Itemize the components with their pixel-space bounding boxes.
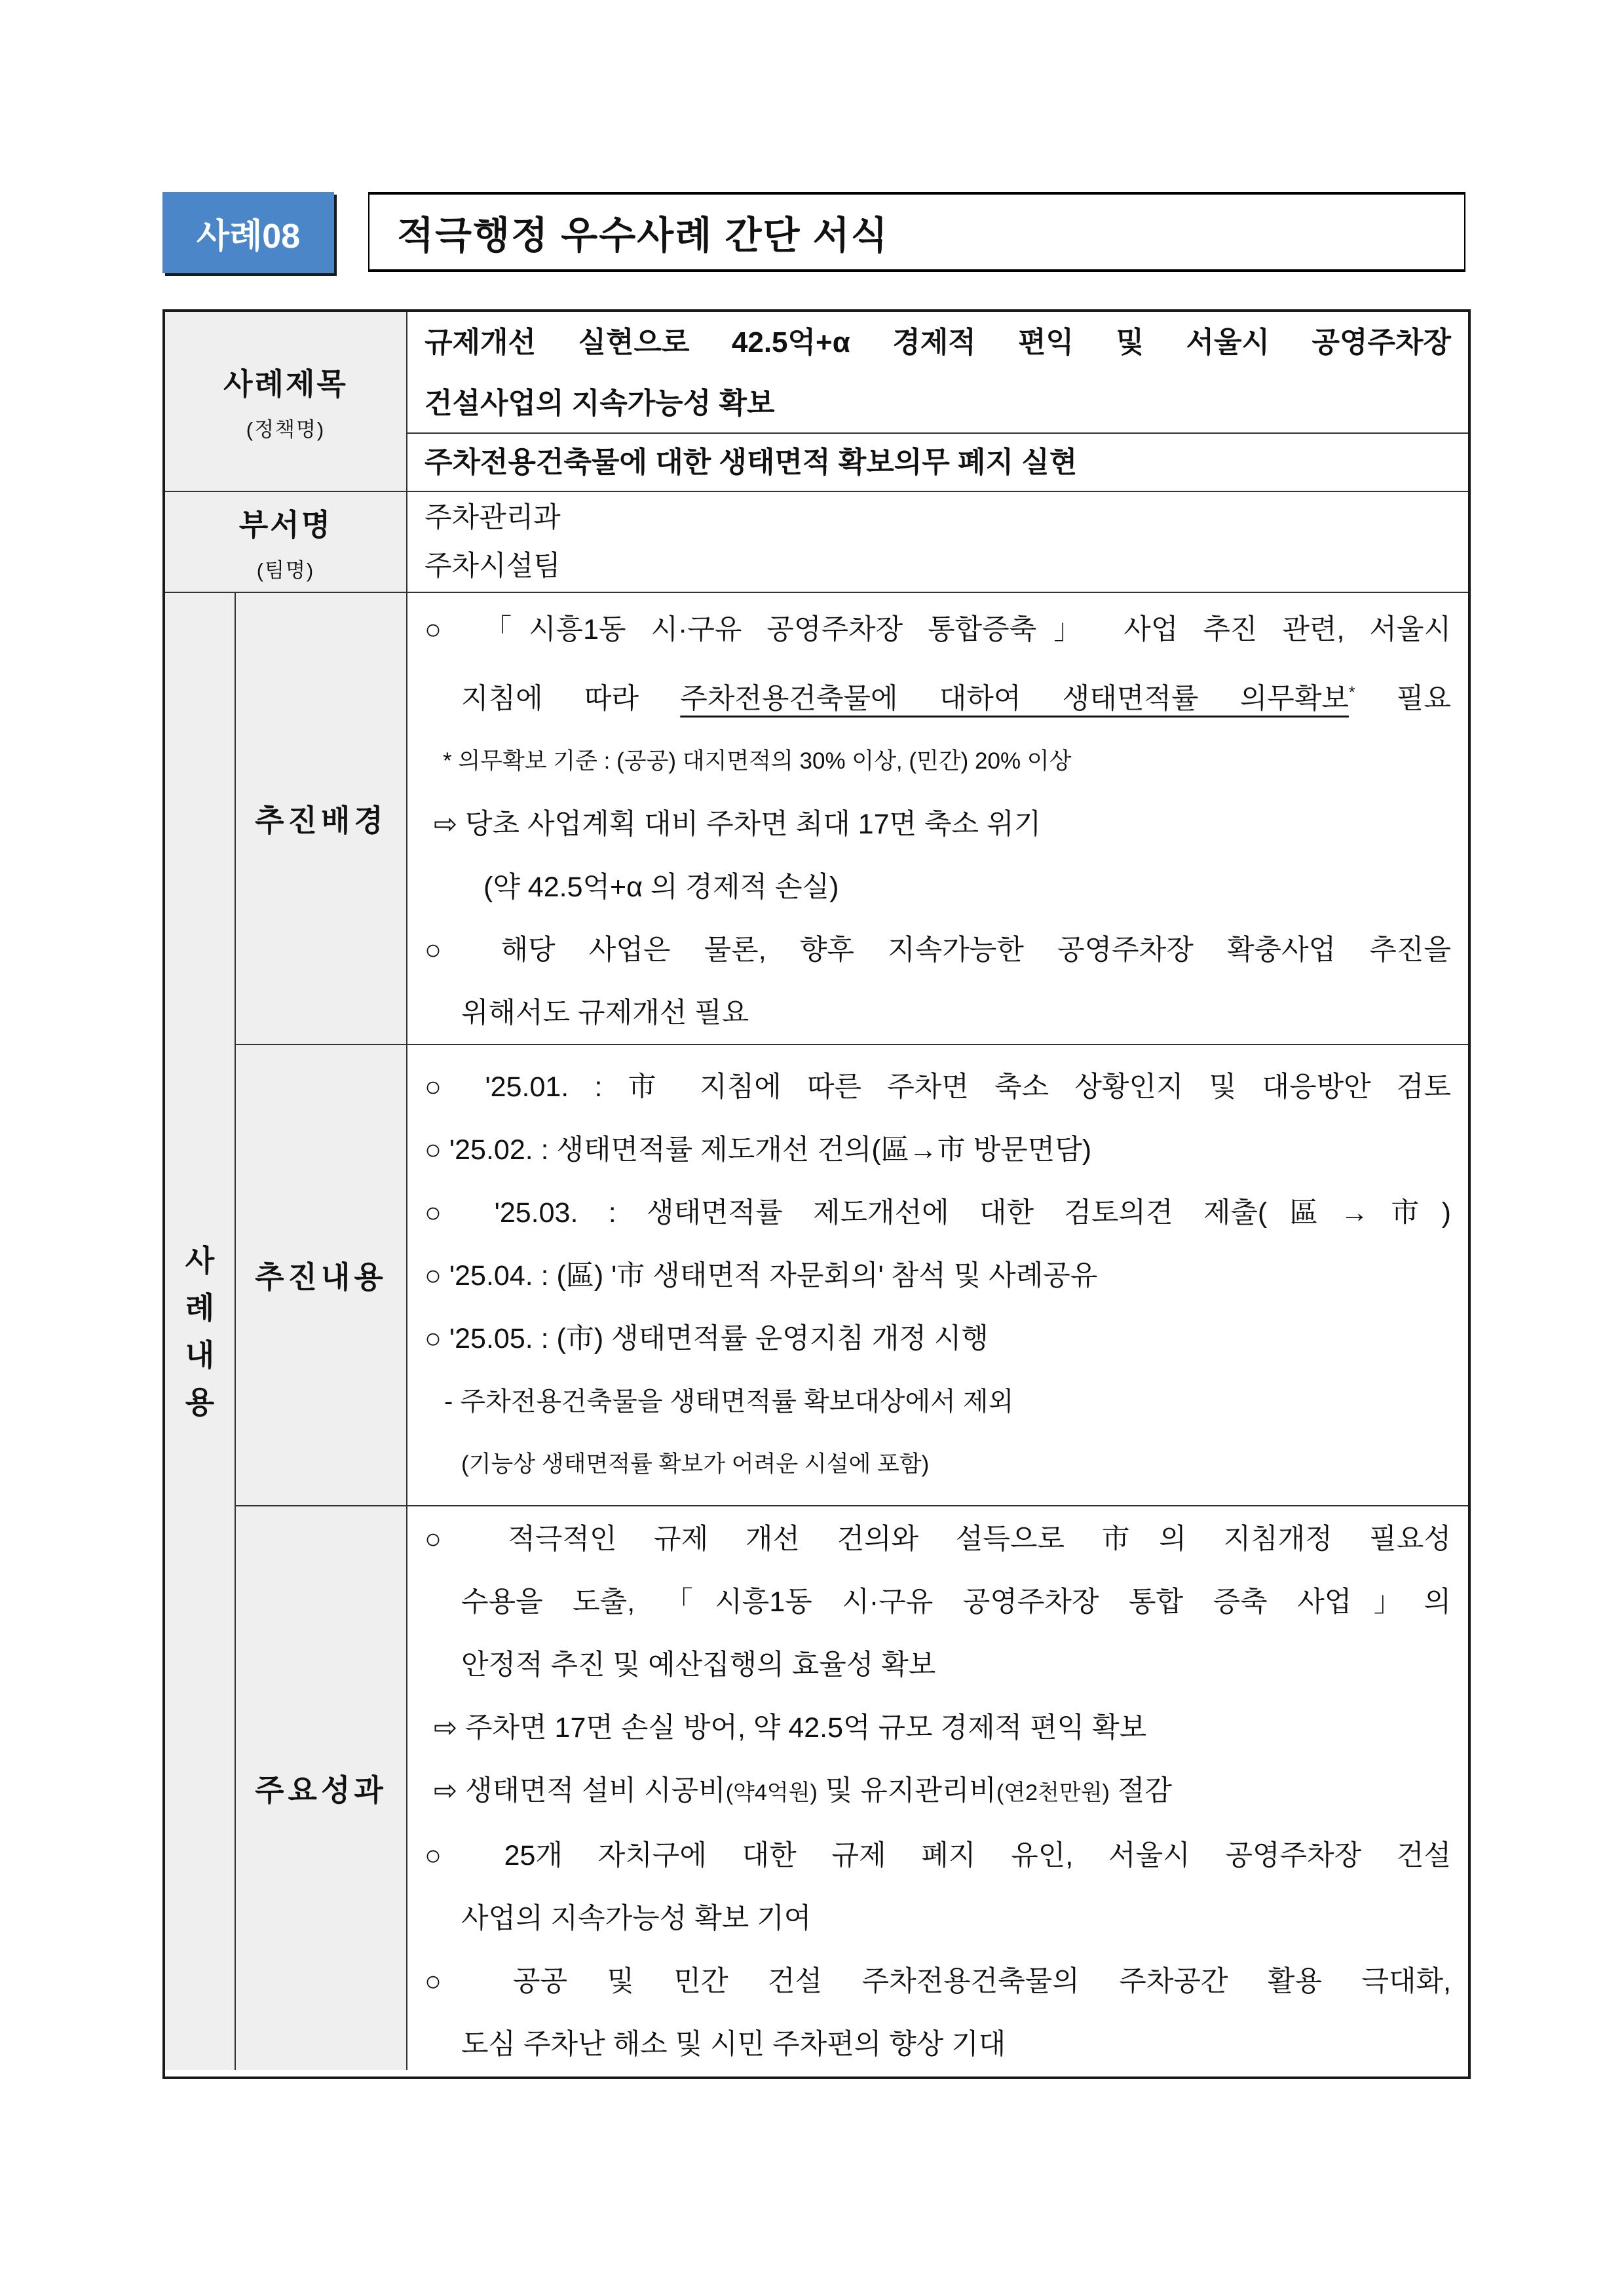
text-segment: 주차시설팀 bbox=[425, 550, 561, 582]
text-segment: ⇨ 생태면적 설비 시공비 bbox=[434, 1775, 726, 1807]
vertical-label-char: 내 bbox=[185, 1338, 215, 1372]
section-label-details-text: 추진내용 bbox=[255, 1260, 387, 1294]
text-segment: (연2천만원) bbox=[996, 1780, 1110, 1805]
case-title-sublabel: (정책명) bbox=[246, 418, 326, 441]
case-number-badge bbox=[162, 192, 334, 273]
content-line bbox=[425, 1181, 1451, 1244]
department-value-cell bbox=[407, 492, 1468, 593]
vertical-label-char: 용 bbox=[185, 1385, 215, 1419]
case-title-label: 사례제목 bbox=[223, 367, 348, 401]
section-content-background bbox=[407, 593, 1468, 1045]
content-line bbox=[425, 1056, 1451, 1119]
content-line bbox=[425, 1244, 1451, 1307]
vertical-label-char: 사 bbox=[185, 1244, 215, 1278]
text-segment: 절감 bbox=[1109, 1775, 1172, 1807]
content-line bbox=[425, 312, 1451, 373]
text-segment: (약4억원) bbox=[725, 1780, 818, 1805]
text-segment: 사업의 지속가능성 확보 기여 bbox=[461, 1903, 812, 1934]
text-segment: ○ 공공 및 민간 건설 주차전용건축물의 주차공간 활용 극대화, bbox=[425, 1966, 1451, 1997]
text-segment: (기능상 생태면적률 확보가 어려운 시설에 포함) bbox=[461, 1451, 930, 1477]
text-segment: * bbox=[1348, 683, 1355, 702]
text-segment: 건설사업의 지속가능성 확보 bbox=[425, 387, 775, 419]
content-line bbox=[425, 1508, 1451, 1571]
text-segment: 지침에 따라 bbox=[461, 683, 681, 715]
document-title-box bbox=[368, 192, 1465, 272]
text-segment: ○ '25.02. : 생태면적률 제도개선 건의(區→市 방문면담) bbox=[425, 1134, 1092, 1166]
text-segment: ⇨ 당초 사업계획 대비 주차면 최대 17면 축소 위기 bbox=[434, 809, 1042, 841]
text-segment: ○ 「시흥1동 시·구유 공영주차장 통합증축」 사업 추진 관련, 서울시 bbox=[425, 614, 1451, 645]
content-line bbox=[425, 1759, 1451, 1824]
section-content-results bbox=[407, 1506, 1468, 2070]
document-title: 적극행정 우수사례 간단 서식 bbox=[397, 214, 889, 257]
content-line bbox=[425, 1634, 1451, 1696]
text-segment: 도심 주차난 해소 및 시민 주차편의 향상 기대 bbox=[461, 2029, 1006, 2060]
section-label-results bbox=[236, 1506, 407, 2070]
section-label-background bbox=[236, 593, 407, 1045]
content-line bbox=[425, 443, 1451, 482]
section-label-results-text: 주요성과 bbox=[255, 1773, 387, 1807]
text-segment: ○ 적극적인 규제 개선 건의와 설득으로 市의 지침개정 필요성 bbox=[425, 1523, 1451, 1555]
section-label-details bbox=[236, 1045, 407, 1506]
text-segment: ○ '25.04. : (區) '市 생태면적 자문회의' 참석 및 사례공유 bbox=[425, 1260, 1098, 1292]
content-line bbox=[425, 856, 1451, 919]
text-segment: (약 42.5억+α 의 경제적 손실) bbox=[483, 871, 839, 904]
text-segment: ○ '25.01. : 市 지침에 따른 주차면 축소 상황인지 및 대응방안 검토 bbox=[425, 1071, 1451, 1103]
case-content-vertical-label bbox=[165, 593, 236, 2070]
content-line bbox=[425, 1824, 1451, 1887]
content-line bbox=[425, 542, 1451, 590]
content-line bbox=[425, 1887, 1451, 1950]
case-number-text: 사례08 bbox=[196, 217, 301, 256]
content-line bbox=[425, 982, 1451, 1044]
vertical-label-char: 례 bbox=[185, 1291, 215, 1325]
case-title-label-cell bbox=[165, 312, 407, 492]
text-segment: 규제개선 실현으로 42.5억+α 경제적 편익 및 서울시 공영주차장 bbox=[425, 326, 1451, 358]
case-table bbox=[162, 309, 1471, 2079]
text-segment: 위해서도 규제개선 필요 bbox=[461, 997, 749, 1029]
case-title-main-cell bbox=[407, 312, 1468, 434]
department-label-cell bbox=[165, 492, 407, 593]
text-segment: * 의무확보 기준 : (공공) 대지면적의 30% 이상, (민간) 20% 이상 bbox=[443, 748, 1072, 775]
content-line bbox=[425, 598, 1451, 661]
content-line bbox=[425, 661, 1451, 730]
text-segment: 안정적 추진 및 예산집행의 효율성 확보 bbox=[461, 1649, 936, 1681]
text-segment: ○ '25.05. : (市) 생태면적률 운영지침 개정 시행 bbox=[425, 1323, 989, 1354]
content-line bbox=[425, 493, 1451, 542]
content-line bbox=[425, 373, 1451, 434]
underlined-text: 주차전용건축물에 대하여 생태면적률 의무확보 bbox=[680, 683, 1349, 715]
text-segment: 및 유지관리비 bbox=[817, 1775, 996, 1807]
department-label: 부서명 bbox=[238, 507, 333, 542]
text-segment: 필요 bbox=[1355, 683, 1451, 715]
content-line bbox=[425, 1696, 1451, 1759]
text-segment: 수용을 도출, 「시흥1동 시·구유 공영주차장 통합 증축 사업」의 bbox=[461, 1586, 1451, 1618]
section-content-details bbox=[407, 1045, 1468, 1506]
text-segment: ○ 해당 사업은 물론, 향후 지속가능한 공영주차장 확충사업 추진을 bbox=[425, 934, 1451, 966]
content-line bbox=[425, 1307, 1451, 1370]
content-line bbox=[425, 1119, 1451, 1181]
content-line bbox=[425, 919, 1451, 982]
text-segment: ⇨ 주차면 17면 손실 방어, 약 42.5억 규모 경제적 편익 확보 bbox=[434, 1712, 1147, 1744]
text-segment: ○ 25개 자치구에 대한 규제 폐지 유인, 서울시 공영주차장 건설 bbox=[425, 1840, 1451, 1871]
case-title-sub-cell bbox=[407, 434, 1468, 492]
department-sublabel: (팀명) bbox=[256, 558, 315, 582]
content-line bbox=[425, 1571, 1451, 1634]
text-segment: ○ '25.03. : 생태면적률 제도개선에 대한 검토의견 제출(區→市) bbox=[425, 1197, 1451, 1229]
content-line bbox=[425, 1370, 1451, 1433]
content-line bbox=[425, 793, 1451, 856]
content-line bbox=[425, 1950, 1451, 2013]
text-segment: - 주차전용건축물을 생태면적률 확보대상에서 제외 bbox=[444, 1387, 1014, 1416]
section-label-background-text: 추진배경 bbox=[255, 803, 387, 837]
content-line bbox=[425, 730, 1451, 793]
text-segment: 주차관리과 bbox=[425, 502, 561, 533]
content-line bbox=[425, 2013, 1451, 2070]
content-line bbox=[425, 1433, 1451, 1496]
text-segment: 주차전용건축물에 대한 생태면적 확보의무 폐지 실현 bbox=[425, 446, 1078, 478]
